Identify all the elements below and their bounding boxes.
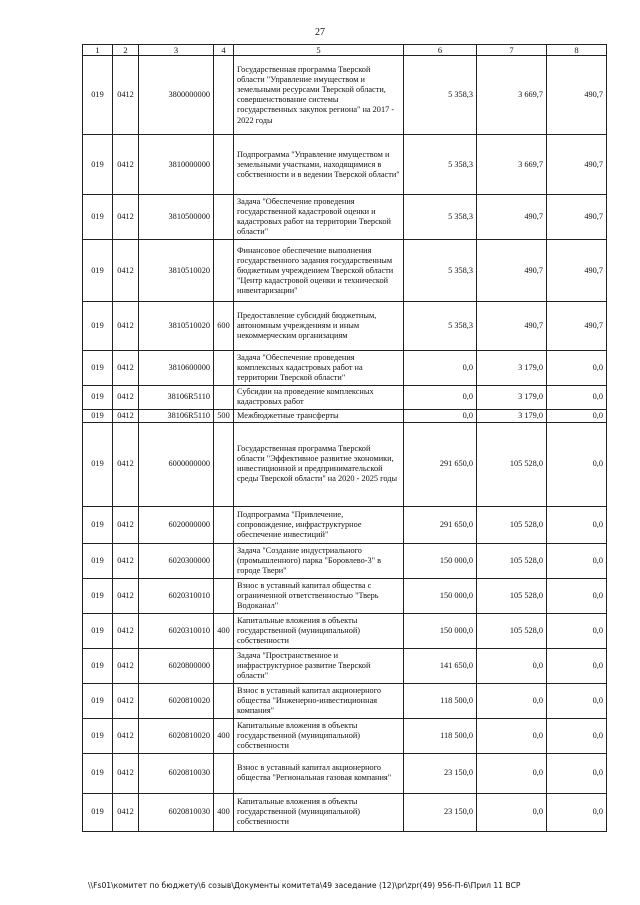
table-row <box>83 422 607 506</box>
section-code: 0412 <box>113 422 139 506</box>
column-header: 6 <box>404 45 477 56</box>
column-header: 3 <box>139 45 214 56</box>
target-article-code: 3810000000 <box>139 135 214 195</box>
item-description: Взнос в уставный капитал акционерного общества "Региональная газовая компания" <box>234 753 404 793</box>
department-code: 019 <box>83 386 113 409</box>
section-code: 0412 <box>113 302 139 351</box>
table-row <box>83 195 607 240</box>
amount-col7: 0,0 <box>477 718 547 753</box>
amount-col6: 141 650,0 <box>404 648 477 683</box>
expense-type-code: 400 <box>214 718 234 753</box>
section-code: 0412 <box>113 683 139 718</box>
table-row <box>83 135 607 195</box>
section-code: 0412 <box>113 195 139 240</box>
expense-type-code: 600 <box>214 302 234 351</box>
amount-col6: 0,0 <box>404 351 477 386</box>
amount-col8: 0,0 <box>547 578 607 613</box>
amount-col6: 118 500,0 <box>404 718 477 753</box>
table-row <box>83 543 607 578</box>
department-code: 019 <box>83 753 113 793</box>
section-code: 0412 <box>113 613 139 648</box>
amount-col6: 5 358,3 <box>404 240 477 302</box>
section-code: 0412 <box>113 240 139 302</box>
table-row <box>83 753 607 793</box>
department-code: 019 <box>83 793 113 831</box>
amount-col7: 3 179,0 <box>477 409 547 422</box>
amount-col7: 490,7 <box>477 195 547 240</box>
amount-col8: 0,0 <box>547 351 607 386</box>
target-article-code: 6020310010 <box>139 613 214 648</box>
department-code: 019 <box>83 506 113 543</box>
item-description: Капитальные вложения в объекты государственной (муниципальной) собственности <box>234 613 404 648</box>
amount-col8: 0,0 <box>547 409 607 422</box>
amount-col6: 0,0 <box>404 409 477 422</box>
table-row <box>83 351 607 386</box>
amount-col6: 23 150,0 <box>404 753 477 793</box>
table-row <box>83 578 607 613</box>
item-description: Государственная программа Тверской области "Управление имуществом и земельными ресурсами Тверской области, совершенствование системы государственных закупок региона" на 2017 - 2022 годы <box>234 56 404 135</box>
column-header: 5 <box>234 45 404 56</box>
section-code: 0412 <box>113 409 139 422</box>
department-code: 019 <box>83 718 113 753</box>
table-row <box>83 409 607 422</box>
expense-type-code <box>214 240 234 302</box>
column-header: 8 <box>547 45 607 56</box>
section-code: 0412 <box>113 506 139 543</box>
expense-type-code <box>214 135 234 195</box>
budget-table <box>82 44 607 832</box>
item-description: Взнос в уставный капитал акционерного общества "Инженерно-инвестиционная компания" <box>234 683 404 718</box>
amount-col8: 0,0 <box>547 718 607 753</box>
item-description: Финансовое обеспечение выполнения государственного задания государственным бюджетным учреждением Тверской области "Центр кадастровой оценки и технической инвентаризации" <box>234 240 404 302</box>
item-description: Предоставление субсидий бюджетным, автономным учреждениям и иным некоммерческим организациям <box>234 302 404 351</box>
target-article-code: 3810600000 <box>139 351 214 386</box>
amount-col8: 490,7 <box>547 56 607 135</box>
expense-type-code: 500 <box>214 409 234 422</box>
expense-type-code <box>214 422 234 506</box>
amount-col6: 150 000,0 <box>404 578 477 613</box>
amount-col7: 3 669,7 <box>477 56 547 135</box>
target-article-code: 6020800000 <box>139 648 214 683</box>
expense-type-code <box>214 506 234 543</box>
department-code: 019 <box>83 351 113 386</box>
item-description: Задача "Обеспечение проведения государственной кадастровой оценки и кадастровых работ на территории Тверской области" <box>234 195 404 240</box>
table-header-row <box>83 45 607 56</box>
amount-col8: 0,0 <box>547 386 607 409</box>
amount-col7: 105 528,0 <box>477 578 547 613</box>
target-article-code: 6020300000 <box>139 543 214 578</box>
amount-col8: 0,0 <box>547 543 607 578</box>
amount-col7: 105 528,0 <box>477 422 547 506</box>
amount-col7: 0,0 <box>477 793 547 831</box>
department-code: 019 <box>83 543 113 578</box>
amount-col7: 105 528,0 <box>477 613 547 648</box>
column-header: 7 <box>477 45 547 56</box>
department-code: 019 <box>83 240 113 302</box>
amount-col8: 0,0 <box>547 683 607 718</box>
expense-type-code <box>214 195 234 240</box>
target-article-code: 6020810020 <box>139 718 214 753</box>
amount-col8: 490,7 <box>547 302 607 351</box>
amount-col6: 0,0 <box>404 386 477 409</box>
section-code: 0412 <box>113 753 139 793</box>
amount-col7: 105 528,0 <box>477 543 547 578</box>
section-code: 0412 <box>113 648 139 683</box>
page-number: 27 <box>315 27 325 38</box>
amount-col8: 0,0 <box>547 422 607 506</box>
item-description: Взнос в уставный капитал общества с ограниченной ответственностью "Тверь Водоканал" <box>234 578 404 613</box>
section-code: 0412 <box>113 135 139 195</box>
table-row <box>83 302 607 351</box>
amount-col6: 118 500,0 <box>404 683 477 718</box>
item-description: Задача "Создание индустриального (промышленного) парка "Боровлево-3" в городе Твери" <box>234 543 404 578</box>
column-header: 4 <box>214 45 234 56</box>
amount-col6: 5 358,3 <box>404 195 477 240</box>
amount-col7: 105 528,0 <box>477 506 547 543</box>
amount-col8: 0,0 <box>547 648 607 683</box>
amount-col7: 3 179,0 <box>477 386 547 409</box>
amount-col6: 23 150,0 <box>404 793 477 831</box>
amount-col6: 291 650,0 <box>404 506 477 543</box>
item-description: Подпрограмма "Управление имуществом и земельными участками, находящимися в собственности и в ведении Тверской области" <box>234 135 404 195</box>
amount-col8: 0,0 <box>547 753 607 793</box>
amount-col8: 490,7 <box>547 135 607 195</box>
item-description: Капитальные вложения в объекты государственной (муниципальной) собственности <box>234 793 404 831</box>
expense-type-code <box>214 753 234 793</box>
department-code: 019 <box>83 648 113 683</box>
department-code: 019 <box>83 302 113 351</box>
expense-type-code <box>214 56 234 135</box>
table-row <box>83 648 607 683</box>
department-code: 019 <box>83 683 113 718</box>
department-code: 019 <box>83 422 113 506</box>
table-row <box>83 718 607 753</box>
table-row <box>83 793 607 831</box>
section-code: 0412 <box>113 543 139 578</box>
item-description: Межбюджетные трансферты <box>234 409 404 422</box>
target-article-code: 38106R5110 <box>139 386 214 409</box>
item-description: Подпрограмма "Привлечение, сопровождение, инфраструктурное обеспечение инвестиций" <box>234 506 404 543</box>
table-row <box>83 56 607 135</box>
amount-col6: 150 000,0 <box>404 543 477 578</box>
expense-type-code <box>214 683 234 718</box>
amount-col6: 291 650,0 <box>404 422 477 506</box>
department-code: 019 <box>83 578 113 613</box>
target-article-code: 38106R5110 <box>139 409 214 422</box>
amount-col7: 0,0 <box>477 683 547 718</box>
amount-col8: 490,7 <box>547 195 607 240</box>
table-row <box>83 506 607 543</box>
amount-col8: 490,7 <box>547 240 607 302</box>
expense-type-code <box>214 386 234 409</box>
expense-type-code <box>214 648 234 683</box>
amount-col8: 0,0 <box>547 506 607 543</box>
amount-col7: 3 669,7 <box>477 135 547 195</box>
target-article-code: 6020810020 <box>139 683 214 718</box>
section-code: 0412 <box>113 578 139 613</box>
table-row <box>83 386 607 409</box>
amount-col7: 0,0 <box>477 648 547 683</box>
target-article-code: 3810510020 <box>139 302 214 351</box>
amount-col7: 0,0 <box>477 753 547 793</box>
amount-col8: 0,0 <box>547 793 607 831</box>
amount-col6: 5 358,3 <box>404 302 477 351</box>
target-article-code: 3810500000 <box>139 195 214 240</box>
target-article-code: 6020310010 <box>139 578 214 613</box>
department-code: 019 <box>83 135 113 195</box>
section-code: 0412 <box>113 56 139 135</box>
item-description: Задача "Обеспечение проведения комплексных кадастровых работ на территории Тверской области" <box>234 351 404 386</box>
target-article-code: 6020000000 <box>139 506 214 543</box>
expense-type-code: 400 <box>214 613 234 648</box>
column-header: 1 <box>83 45 113 56</box>
column-header: 2 <box>113 45 139 56</box>
target-article-code: 6020810030 <box>139 753 214 793</box>
section-code: 0412 <box>113 793 139 831</box>
amount-col7: 490,7 <box>477 240 547 302</box>
department-code: 019 <box>83 409 113 422</box>
amount-col6: 150 000,0 <box>404 613 477 648</box>
amount-col8: 0,0 <box>547 613 607 648</box>
expense-type-code <box>214 578 234 613</box>
section-code: 0412 <box>113 718 139 753</box>
file-path-footer: \\Fs01\комитет по бюджету\6 созыв\Документы комитета\49 заседание (12)\pr\zpr(49) 956-П-6\Прил 11 ВСР <box>88 881 521 890</box>
section-code: 0412 <box>113 386 139 409</box>
target-article-code: 6020810030 <box>139 793 214 831</box>
amount-col7: 490,7 <box>477 302 547 351</box>
department-code: 019 <box>83 195 113 240</box>
item-description: Государственная программа Тверской области "Эффективное развитие экономики, инвестиционной и предпринимательской среды Тверской области" на 2020 - 2025 годы <box>234 422 404 506</box>
item-description: Капитальные вложения в объекты государственной (муниципальной) собственности <box>234 718 404 753</box>
table-row <box>83 240 607 302</box>
table-row <box>83 613 607 648</box>
amount-col6: 5 358,3 <box>404 135 477 195</box>
item-description: Субсидии на проведение комплексных кадастровых работ <box>234 386 404 409</box>
department-code: 019 <box>83 56 113 135</box>
expense-type-code <box>214 351 234 386</box>
amount-col6: 5 358,3 <box>404 56 477 135</box>
department-code: 019 <box>83 613 113 648</box>
expense-type-code <box>214 543 234 578</box>
section-code: 0412 <box>113 351 139 386</box>
amount-col7: 3 179,0 <box>477 351 547 386</box>
item-description: Задача "Пространственное и инфраструктурное развитие Тверской области" <box>234 648 404 683</box>
expense-type-code: 400 <box>214 793 234 831</box>
target-article-code: 3810510020 <box>139 240 214 302</box>
table-row <box>83 683 607 718</box>
target-article-code: 6000000000 <box>139 422 214 506</box>
target-article-code: 3800000000 <box>139 56 214 135</box>
